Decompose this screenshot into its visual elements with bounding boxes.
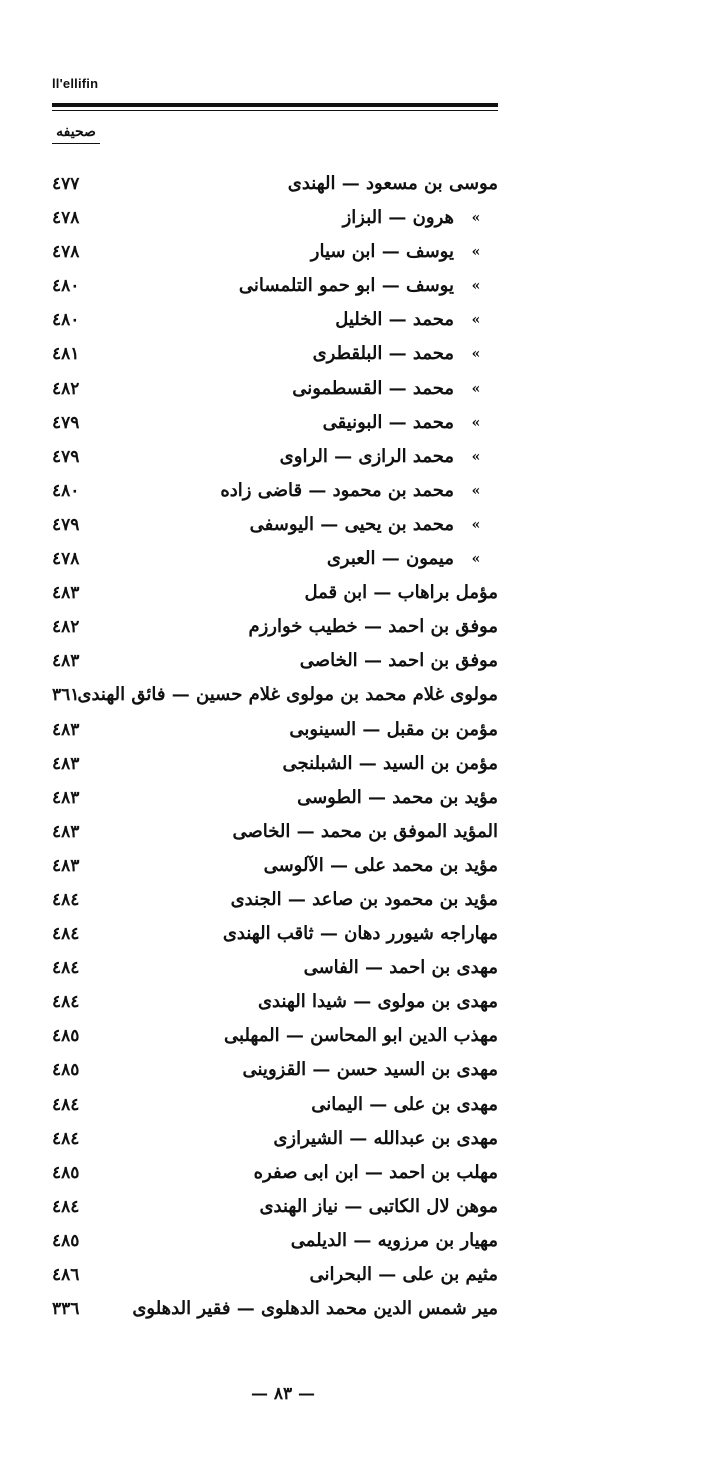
entry-page-number: ٤٨٥ [52, 1060, 80, 1081]
header-rule-thick [52, 103, 498, 107]
entry-name: مؤمن بن مقبل — السینوبی [289, 718, 498, 740]
entry-page-number: ٤٨٤ [52, 1128, 80, 1149]
entry-page-number: ٤٧٩ [52, 514, 80, 535]
ditto-mark: « [471, 414, 481, 431]
entry-page-number: ٤٨٠ [52, 310, 80, 331]
ditto-mark: « [471, 482, 481, 499]
entry-name: مهلب بن احمد — ابن ابی صفره [253, 1161, 498, 1183]
index-entry [52, 610, 498, 644]
index-entry [52, 1224, 498, 1258]
ditto-mark: « [471, 278, 481, 295]
index-entry [52, 678, 498, 712]
entry-page-number: ٤٨٤ [52, 958, 80, 979]
page-number-footer: — ٨٣ — [250, 1384, 316, 1404]
entry-name: مثیم بن علی — البحرانی [309, 1264, 498, 1285]
entry-page-number: ٤٨٦ [52, 1265, 80, 1285]
entry-page-number: ٤٨٥ [52, 1230, 80, 1251]
index-entry [52, 406, 498, 440]
ditto-mark: « [471, 448, 481, 465]
entry-page-number: ٣٦١ [52, 685, 80, 706]
page-column-header: صحیفه [52, 124, 100, 144]
entry-name: موسی بن مسعود — الهندی [287, 173, 498, 194]
index-entry [52, 883, 498, 917]
entry-page-number: ٤٨٠ [52, 480, 80, 501]
entry-page-number: ٤٨٤ [52, 992, 80, 1013]
index-entry [52, 508, 498, 542]
index-entry [52, 576, 498, 610]
entry-name: مهدی بن مولوی — شیدا الهندی [257, 991, 498, 1013]
index-entry [52, 985, 498, 1019]
index-entry [52, 713, 498, 747]
index-entry [52, 372, 498, 406]
entry-page-number: ٤٨٢ [52, 617, 80, 638]
entry-name: محمد — البونیقی [322, 411, 454, 433]
entry-page-number: ٤٨٣ [52, 753, 80, 774]
entry-name: مهاراجه شیورر دهان — ثاقب الهندی [222, 923, 498, 945]
index-entry [52, 747, 498, 781]
entry-page-number: ٤٨٤ [52, 1094, 80, 1115]
entry-name: یوسف — ابو حمو التلمسانی [238, 275, 454, 297]
entry-page-number: ٤٨٥ [52, 1026, 80, 1047]
entry-name: میمون — العبری [326, 548, 454, 570]
entry-name: مولوی غلام محمد بن مولوی غلام حسین — فائق الهندی [77, 684, 498, 706]
entry-name: مؤید بن محمد — الطوسی [297, 786, 498, 808]
entry-name: میر شمس الدین محمد الدهلوی — فقیر الدهلوی [132, 1298, 498, 1320]
index-entry [52, 644, 498, 678]
index-entry [52, 1019, 498, 1053]
entry-page-number: ٣٣٦ [52, 1299, 80, 1320]
index-entry [52, 167, 498, 201]
index-entry [52, 815, 498, 849]
entry-name: مهدی بن السید حسن — القزوینی [242, 1059, 498, 1081]
entry-page-number: ٤٨٣ [52, 719, 80, 740]
entry-page-number: ٤٨٣ [52, 821, 80, 842]
entry-name: محمد — القسطمونی [292, 377, 454, 399]
entry-name: مهیار بن مرزویه — الدیلمی [290, 1229, 498, 1251]
index-entry [52, 1088, 498, 1122]
entry-page-number: ٤٨٣ [52, 651, 80, 672]
entry-page-number: ٤٧٨ [52, 208, 80, 229]
entry-page-number: ٤٨٤ [52, 889, 80, 910]
ditto-mark: « [471, 346, 481, 363]
index-entry [52, 1053, 498, 1087]
ditto-mark: « [471, 516, 481, 533]
entry-page-number: ٤٨٣ [52, 787, 80, 808]
index-entry [52, 542, 498, 576]
entry-name: مؤمن بن السید — الشبلنجی [282, 752, 498, 774]
entry-page-number: ٤٨٤ [52, 1196, 80, 1217]
index-entry [52, 1156, 498, 1190]
index-entry [52, 235, 498, 269]
entry-name: محمد بن محمود — قاضی زاده [220, 479, 454, 501]
entry-name: مهدی بن عبدالله — الشیرازی [273, 1127, 498, 1149]
ditto-mark: « [471, 551, 481, 568]
index-entry [52, 337, 498, 371]
index-entry [52, 303, 498, 337]
index-entry [52, 474, 498, 508]
entry-name: المؤید الموفق بن محمد — الخاصی [232, 820, 498, 842]
entry-name: موفق بن احمد — خطیب خوارزم [248, 616, 498, 638]
entry-page-number: ٤٨٢ [52, 378, 80, 399]
ditto-mark: « [471, 312, 481, 329]
entry-name: محمد الرازی — الراوی [279, 445, 454, 467]
entry-page-number: ٤٨١ [52, 344, 80, 365]
entry-page-number: ٤٨٣ [52, 583, 80, 604]
index-entry [52, 440, 498, 474]
index-entry [52, 951, 498, 985]
running-header-title: ll'ellifin [52, 76, 99, 91]
entry-name: موهن لال الکاتبی — نیاز الهندی [259, 1195, 498, 1217]
entry-page-number: ٤٧٧ [52, 174, 80, 194]
ditto-mark: « [471, 380, 481, 397]
index-entry [52, 1190, 498, 1224]
entry-page-number: ٤٧٨ [52, 242, 80, 263]
index-entry [52, 201, 498, 235]
index-entry [52, 917, 498, 951]
entry-page-number: ٤٨٤ [52, 924, 80, 945]
entry-name: موفق بن احمد — الخاصی [299, 650, 498, 672]
entry-name: مؤید بن محمود بن صاعد — الجندی [230, 888, 498, 910]
header-rule-thin [52, 110, 498, 111]
entry-name: مهدی بن احمد — الفاسی [303, 957, 498, 979]
entry-name: هرون — البزاز [342, 207, 454, 229]
entry-page-number: ٤٧٨ [52, 549, 80, 570]
entry-page-number: ٤٧٩ [52, 446, 80, 467]
index-entry [52, 1122, 498, 1156]
entry-name: مهذب الدین ابو المحاسن — المهلبی [224, 1025, 498, 1047]
entry-name: محمد بن یحیی — الیوسفی [249, 513, 454, 535]
index-entry [52, 1292, 498, 1326]
entry-page-number: ٤٨٠ [52, 276, 80, 297]
index-entry [52, 269, 498, 303]
entry-name: مؤمل براهاب — ابن قمل [304, 582, 498, 604]
index-entry [52, 781, 498, 815]
entry-name: محمد — البلقطری [312, 343, 454, 365]
entry-name: مؤید بن محمد علی — الآلوسی [263, 854, 498, 876]
index-entry-list [52, 167, 498, 1326]
entry-name: یوسف — ابن سیار [310, 241, 454, 263]
index-entry [52, 849, 498, 883]
ditto-mark: « [471, 244, 481, 261]
entry-page-number: ٤٧٩ [52, 412, 80, 433]
entry-name: محمد — الخلیل [335, 309, 454, 331]
ditto-mark: « [471, 210, 481, 227]
index-entry [52, 1258, 498, 1292]
entry-page-number: ٤٨٥ [52, 1162, 80, 1183]
entry-name: مهدی بن علی — الیمانی [311, 1093, 498, 1115]
entry-page-number: ٤٨٣ [52, 855, 80, 876]
